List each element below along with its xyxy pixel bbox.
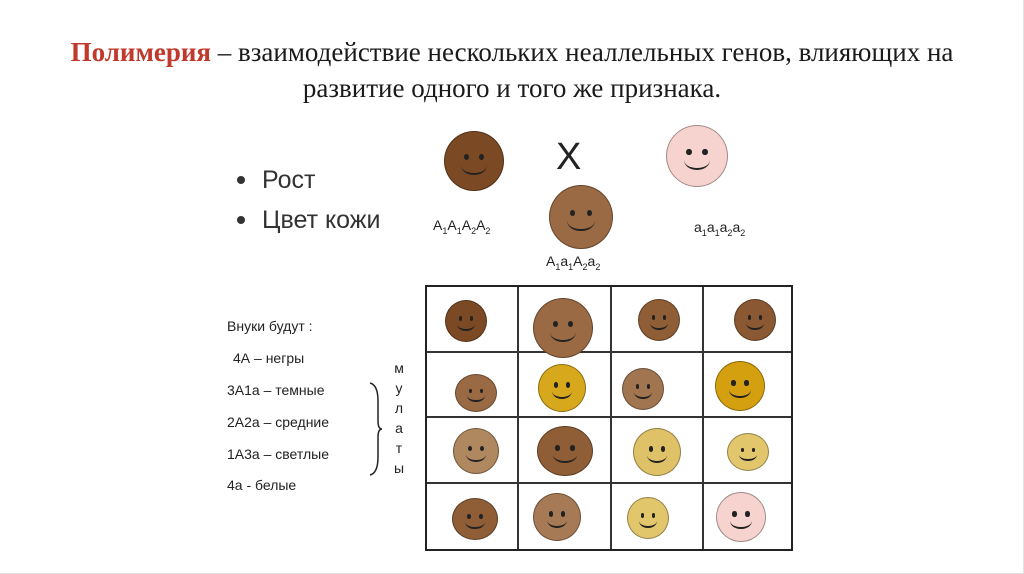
grid-face-icon bbox=[533, 298, 593, 358]
grid-face-icon bbox=[445, 300, 487, 342]
class-negro: 4А – негры bbox=[233, 350, 305, 366]
cross-symbol: X bbox=[556, 136, 582, 178]
curly-brace-icon bbox=[368, 381, 382, 477]
grid-face-icon bbox=[533, 493, 581, 541]
class-white: 4а - белые bbox=[227, 477, 297, 493]
grid-face-icon bbox=[716, 492, 766, 542]
slide-title bbox=[40, 34, 984, 106]
parent-white-face-icon bbox=[666, 125, 728, 187]
parent-dark-face-icon bbox=[444, 131, 504, 191]
grandchildren-heading: Внуки будут : bbox=[227, 318, 313, 334]
grid-face-icon bbox=[633, 428, 681, 476]
mulatto-label: м у л а т ы bbox=[393, 360, 405, 476]
grid-face-icon bbox=[734, 299, 776, 341]
grid-face-icon bbox=[452, 498, 498, 540]
grid-face-icon bbox=[622, 368, 664, 410]
parent-right-genotype: $a_1a_1a_2a_2$ bbox=[694, 219, 746, 238]
bullet-item bbox=[237, 200, 381, 240]
grid-face-icon bbox=[638, 299, 680, 341]
bullet-text: Рост bbox=[262, 166, 316, 194]
class-dark: 3А1а – темные bbox=[227, 382, 325, 398]
grid-face-icon bbox=[727, 433, 769, 471]
bullet-dot-icon bbox=[237, 176, 245, 184]
child-genotype: $A_1a_1A_2a_2$ bbox=[546, 253, 601, 272]
class-medium: 2А2а – средние bbox=[227, 414, 330, 430]
child-medium-face-icon bbox=[549, 185, 613, 249]
bullet-dot-icon bbox=[237, 216, 245, 224]
class-light: 1А3а – светлые bbox=[227, 446, 329, 462]
title-definition: – взаимодействие нескольких неаллельных генов, влияющих на развитие одного и того же признака. bbox=[211, 37, 954, 103]
grid-face-icon bbox=[538, 364, 586, 412]
grid-face-icon bbox=[715, 361, 765, 411]
bullet-item bbox=[237, 160, 381, 200]
parent-left-genotype: $A_1A_1A_2A_2$ bbox=[433, 217, 491, 236]
grid-face-icon bbox=[455, 374, 497, 412]
grid-face-icon bbox=[627, 497, 669, 539]
trait-bullet-list bbox=[237, 160, 381, 240]
bullet-text: Цвет кожи bbox=[262, 206, 381, 234]
grid-face-icon bbox=[453, 428, 499, 474]
grid-face-icon bbox=[537, 426, 593, 476]
title-term: Полимерия bbox=[70, 37, 211, 67]
